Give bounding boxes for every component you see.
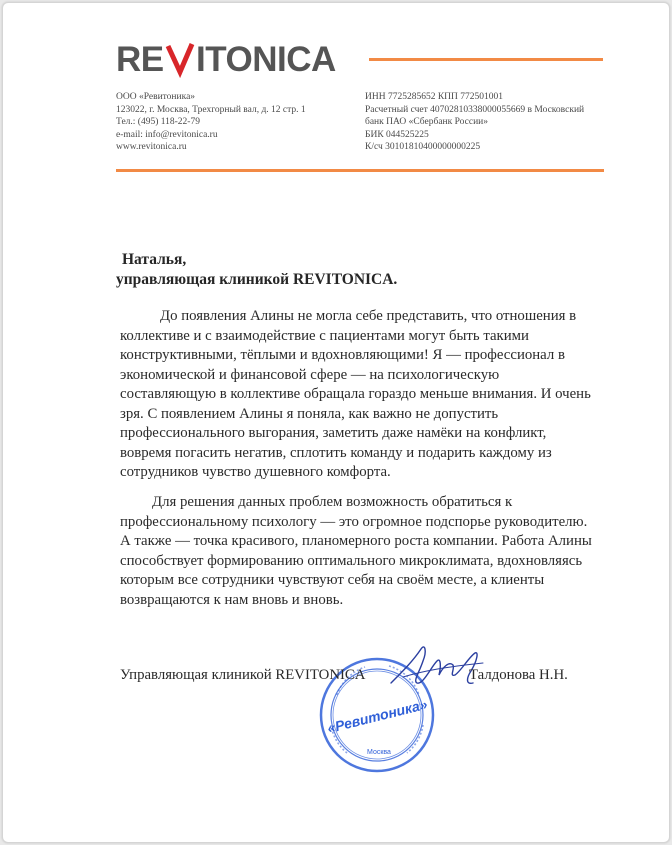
text-line: способствует формированию оптимального микроклимата, вдохновляясь: [120, 552, 583, 569]
header-divider-bottom: [116, 169, 604, 172]
text-line: вовремя погасить негатив, сплотить команду и подарить каждому из: [120, 444, 552, 461]
bik: БИК 044525225: [365, 129, 429, 140]
text-line: составляющую в коллективе обращала гораздо меньше внимания. И очень: [120, 386, 591, 402]
text-line: А также — точка красивого, планомерного роста компании. Работа Алины: [120, 533, 592, 549]
inn-kpp: ИНН 7725285652 КПП 772501001: [365, 92, 504, 102]
greeting-name: Наталья,: [122, 251, 187, 268]
header-divider-top: [369, 58, 603, 61]
signatory-role: Управляющая клиникой REVITONICA: [120, 667, 366, 683]
text-line: экономической и финансовой сфере — на психологическую: [120, 366, 500, 383]
text-line: возвращаются к нам вновь и вновь.: [120, 591, 344, 608]
company-address: 123022, г. Москва, Трехгорный вал, д. 12 стр. 1: [116, 104, 306, 115]
contact-block: [116, 91, 346, 154]
logo-mark: [116, 40, 346, 80]
text-line: Для решения данных проблем возможность обратиться к: [152, 494, 513, 510]
letter-page: [2, 2, 670, 843]
company-name: ООО «Ревитоника»: [116, 92, 196, 102]
svg-text:ITONICA: ITONICA: [196, 40, 336, 79]
stamp-center-text: «Ревитоника»: [325, 695, 429, 737]
company-website: www.revitonica.ru: [116, 142, 187, 152]
account-line-2: банк ПАО «Сбербанк России»: [365, 117, 488, 127]
stamp-city: Москва: [367, 749, 391, 756]
corr-account: К/сч 30101810400000000225: [365, 142, 481, 152]
text-line: До появления Алины не могла себе представить, что отношения в: [160, 308, 577, 324]
text-line: которым все сотрудники чувствуют себя на своём месте, а клиенты: [120, 572, 545, 588]
svg-text:RE: RE: [116, 40, 164, 79]
signature-mark: [383, 631, 493, 701]
greeting: [116, 250, 397, 290]
text-line: профессиональному психологу — это огромное подспорье руководителю.: [120, 513, 588, 530]
account-line-1: Расчетный счет 40702810338000055669 в Московский: [365, 104, 585, 115]
company-email: e-mail: info@revitonica.ru: [116, 129, 218, 140]
text-line: зря. С появлением Алины я поняла, как важно не допустить: [120, 405, 499, 422]
greeting-title: управляющая клиникой REVITONICA.: [116, 271, 398, 288]
paragraph-1: [120, 307, 620, 483]
bank-details-block: [365, 91, 610, 154]
text-line: коллективе и с взаимодействие с пациентами могут быть такими: [120, 327, 529, 344]
text-line: конструктивными, тёплыми и вдохновляющими! Я — профессионал в: [120, 347, 565, 363]
signatory-name: Талдонова Н.Н.: [469, 667, 568, 683]
text-line: сотрудников чувство душевного комфорта.: [120, 464, 391, 480]
company-phone: Тел.: (495) 118-22-79: [116, 117, 200, 127]
paragraph-2: [120, 493, 620, 610]
text-line: профессионального выгорания, заметить даже намёки на конфликт,: [120, 425, 547, 441]
